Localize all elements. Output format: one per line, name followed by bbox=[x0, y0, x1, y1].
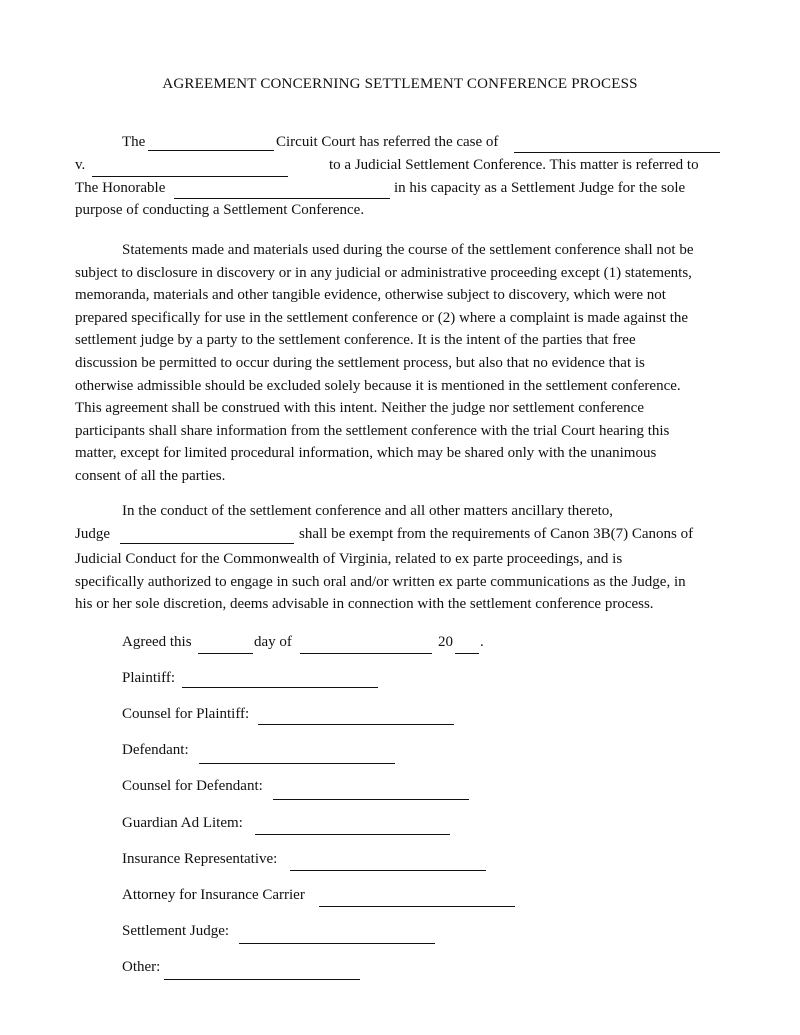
para2-line: subject to disclosure in discovery or in any judicial or administrative proceeding except (1) statements, bbox=[75, 264, 692, 281]
para3-line: specifically authorized to engage in such oral and/or written ex parte communications as the Judge, in bbox=[75, 573, 686, 590]
counsel-plaintiff-signature-blank[interactable] bbox=[258, 710, 454, 725]
label-defendant: Defendant: bbox=[122, 742, 189, 758]
para2-line: Statements made and materials used during the course of the settlement conference shall not be bbox=[122, 242, 694, 258]
text-to-judicial: to a Judicial Settlement Conference. This matter is referred to bbox=[329, 157, 699, 173]
label-attorney-insurance-carrier: Attorney for Insurance Carrier bbox=[122, 887, 305, 903]
plaintiff-signature-blank[interactable] bbox=[182, 673, 378, 688]
text-circuit-court: Circuit Court has referred the case of bbox=[276, 134, 499, 150]
para2-line: otherwise admissible should be excluded solely because it is mentioned in the settlement conference. bbox=[75, 377, 681, 394]
para3-body bbox=[75, 548, 725, 616]
honorable-judge-blank[interactable] bbox=[174, 184, 390, 199]
para2-line: consent of all the parties. bbox=[75, 467, 226, 484]
other-signature-blank[interactable] bbox=[164, 965, 360, 980]
text-period: . bbox=[480, 634, 484, 650]
label-counsel-defendant: Counsel for Defendant: bbox=[122, 778, 263, 794]
guardian-signature-blank[interactable] bbox=[255, 820, 450, 835]
attorney-carrier-signature-blank[interactable] bbox=[319, 892, 515, 907]
year-blank[interactable] bbox=[455, 639, 479, 654]
settlement-judge-signature-blank[interactable] bbox=[239, 929, 435, 944]
case-defendant-blank[interactable] bbox=[92, 162, 288, 177]
label-guardian-ad-litem: Guardian Ad Litem: bbox=[122, 815, 243, 831]
para2-line: This agreement shall be construed with this intent. Neither the judge nor settlement conference bbox=[75, 400, 644, 417]
para3-line: Judicial Conduct for the Commonwealth of Virginia, related to ex parte proceedings, and is bbox=[75, 551, 623, 567]
label-insurance-representative: Insurance Representative: bbox=[122, 851, 278, 867]
confidentiality-paragraph bbox=[75, 239, 725, 488]
para3-line: his or her sole discretion, deems advisable in connection with the settlement conference process. bbox=[75, 596, 654, 613]
text-the: The bbox=[122, 134, 146, 150]
text-agreed-this: Agreed this bbox=[122, 634, 192, 650]
label-counsel-plaintiff: Counsel for Plaintiff: bbox=[122, 706, 250, 722]
para2-line: memoranda, materials and other tangible evidence, otherwise subject to discovery, which were not bbox=[75, 287, 666, 304]
defendant-signature-blank[interactable] bbox=[199, 749, 395, 764]
para2-line: participants shall share information from the settlement conference with the trial Court hearing this bbox=[75, 422, 670, 439]
circuit-court-blank[interactable] bbox=[148, 136, 274, 151]
case-plaintiff-blank[interactable] bbox=[514, 138, 720, 153]
para2-line: prepared specifically for use in the settlement conference or (2) where a complaint is made against the bbox=[75, 309, 689, 326]
label-other: Other: bbox=[122, 959, 161, 975]
text-day-of: day of bbox=[254, 634, 292, 650]
text-year-prefix: 20 bbox=[438, 634, 453, 650]
para2-line: settlement judge by a party to the settlement conference. It is the intent of the parties that free bbox=[75, 332, 636, 349]
text-judge: Judge bbox=[75, 526, 110, 542]
insurance-rep-signature-blank[interactable] bbox=[290, 856, 486, 871]
text-purpose: purpose of conducting a Settlement Conference. bbox=[75, 202, 365, 218]
label-settlement-judge: Settlement Judge: bbox=[122, 923, 230, 939]
para3-line1: In the conduct of the settlement conference and all other matters ancillary thereto, bbox=[122, 503, 614, 519]
text-exempt: shall be exempt from the requirements of Canon 3B(7) Canons of bbox=[299, 526, 694, 542]
counsel-defendant-signature-blank[interactable] bbox=[273, 785, 469, 800]
para2-line: discussion be permitted to occur during the settlement process, but also that no evidence that is bbox=[75, 354, 645, 371]
text-honorable: The Honorable bbox=[75, 180, 166, 196]
label-plaintiff: Plaintiff: bbox=[122, 670, 176, 686]
para2-line: matter, except for limited procedural information, which may be shared only with the unanimous bbox=[75, 445, 657, 462]
day-blank[interactable] bbox=[198, 639, 253, 654]
exempt-judge-blank[interactable] bbox=[120, 529, 294, 544]
text-v: v. bbox=[75, 157, 86, 173]
document-title: AGREEMENT CONCERNING SETTLEMENT CONFERENCE PROCESS bbox=[162, 76, 638, 92]
month-blank[interactable] bbox=[300, 639, 432, 654]
text-capacity: in his capacity as a Settlement Judge for the sole bbox=[394, 180, 686, 196]
